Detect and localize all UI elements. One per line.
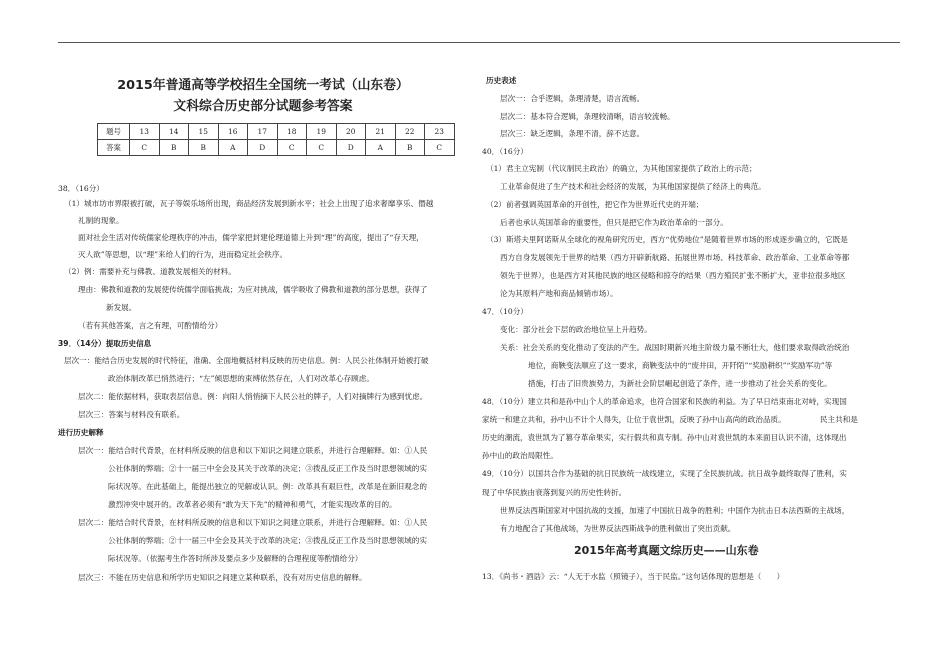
text-line: 礼制的现象。 [78, 216, 124, 225]
text-line: 层次二：能依据材料，获取表层信息。例：向阳人悄悄摘下人民公社的牌子，人们对摘牌行为感到忧虑。 [78, 392, 428, 401]
text-line: 层次三：不能在历史信息和所学历史知识之间建立某种联系，没有对历史信息的解释。 [78, 573, 367, 582]
text-line: 40．（16分） [482, 147, 528, 156]
question-number-cell: 13 [130, 124, 160, 140]
text-line: 13．《尚书・酒诰》云：“人无于水监（照镜子），当于民监。”这句话体现的思想是（ ） [482, 572, 785, 581]
text-line: 领先于世界），也是西方对其他民族的地区侵略和掠夺的结果（西方殖民扩张不断扩大，亚非拉很多地区 [500, 271, 846, 280]
answer-cell: C [277, 140, 307, 156]
section-title-shandong: 2015年高考真题文综历史——山东卷 [574, 544, 759, 557]
text-line: 激烈冲突中展开的。改革者必须有“敢为天下先”的精神和勇气，才能实现改革的目的。 [108, 500, 397, 509]
text-line: 地位，商鞅变法顺应了这一要求，商鞅变法中的“废井田，开阡陌”“奖励耕织”“奖励军功”等 [528, 361, 833, 370]
text-line: （3）斯塔夫里阿诺斯从全球化的视角研究历史，西方“优势地位”是随着世界市场的形成逐步确立的，它既是 [486, 235, 848, 244]
answer-cell: B [395, 140, 425, 156]
text-line: （1）君主立宪制（代议制民主政治）的确立，为其他国家提供了政治上的示范； [486, 164, 757, 173]
text-line: 沦为其原料产地和商品倾销市场）。 [500, 289, 618, 298]
text-line: 理由：佛教和道教的发展使传统儒学面临挑战；为应对挑战，儒学吸收了佛教和道教的部分思想，获得了 [78, 285, 428, 294]
text-line: 48．（10分）建立共和是孙中山个人的革命追求，也符合国家和民族的利益。为了早日结束南北对峙，实现国 [482, 397, 847, 406]
question-number-cell: 17 [248, 124, 278, 140]
text-line: 现了中华民族由衰落到复兴的历史性转折。 [482, 488, 627, 497]
answer-cell: B [189, 140, 219, 156]
answer-cell: C [130, 140, 160, 156]
text-line: 灭人欲”等思想，以“理”来给人们的行为，进而稳定社会秩序。 [78, 250, 288, 259]
question-number-cell: 21 [366, 124, 396, 140]
text-line: 工业革命促进了生产技术和社会经济的发展，为其他国家提供了经济上的典范。 [500, 182, 766, 191]
answer-cell: A [218, 140, 248, 156]
answer-cell: A [366, 140, 396, 156]
page-title-line1: 2015年普通高等学校招生全国统一考试（山东卷） [117, 78, 409, 93]
text-line: 新发展。 [106, 303, 137, 312]
text-line: 47．（10分） [482, 307, 528, 316]
text-line: 层次三：答案与材料没有联系。 [78, 410, 185, 419]
question-number-cell: 14 [159, 124, 189, 140]
answer-cell: B [159, 140, 189, 156]
text-line: 际状况等。在此基础上，能提出独立的见解或认识。例：改革具有艰巨性，改革是在新旧观念的 [108, 482, 427, 491]
text-line: 公社体制的弊端；②十一届三中全会及其关于改革的决定；③拨乱反正工作及当时思想领域的实 [108, 464, 427, 473]
page-title-line2: 文科综合历史部分试题参考答案 [173, 99, 353, 114]
text-line: （2）前者强调英国革命的开创性，把它作为世界近代史的开端； [486, 200, 704, 209]
question-number-cell: 18 [277, 124, 307, 140]
text-line: （1）城市坊市界限被打破，瓦子等娱乐场所出现，商品经济发展到新水平；社会上出现了追求奢靡享乐、僭越 [64, 199, 434, 208]
question-number-cell: 23 [425, 124, 455, 140]
text-line: 层次二：能结合时代背景，在材料所反映的信息和以下知识之间建立联系，并进行合理解释。如：①人民 [78, 518, 428, 527]
text-line: 历史表述 [486, 76, 517, 85]
text-line: 面对社会生活对传统儒家伦理秩序的冲击，儒学家把封建伦理道德上升到“理”的高度，提出了“存天理， [78, 233, 424, 242]
text-line: 进行历史解释 [58, 428, 104, 437]
text-line: 历史的潮流，袁世凯为了篡夺革命果实，实行假共和真专制。孙中山对袁世凯的本来面目认识不清，这体现出 [482, 433, 847, 442]
text-line: 层次三：缺乏逻辑，条理不清，辞不达意。 [500, 129, 645, 138]
answer-table-number-row [98, 124, 455, 140]
question-number-cell: 15 [189, 124, 219, 140]
text-line: 39．（14分）提取历史信息 [58, 339, 152, 348]
text-line: （若有其他答案，言之有理，可酌情给分） [78, 321, 223, 330]
text-line: 38．（16分） [58, 184, 104, 193]
answer-cell: C [307, 140, 337, 156]
answer-table-row1-label: 题号 [98, 124, 130, 140]
text-line: 层次一：能结合时代背景，在材料所反映的信息和以下知识之间建立联系，并进行合理解释。如：①人民 [78, 446, 428, 455]
text-line: 孙中山的政治局限性。 [482, 451, 558, 460]
question-number-cell: 19 [307, 124, 337, 140]
answer-table-answer-row [98, 140, 455, 156]
text-line: 变化：部分社会下层的政治地位呈上升趋势。 [500, 325, 652, 334]
text-line: 有力地配合了其他战场，为世界反法西斯战争的胜利做出了突出贡献。 [500, 524, 736, 533]
text-line: 西方自身发展领先于世界的结果（西方开辟新航路、拓展世界市场、科技革命、政治革命、工业革命等都 [500, 253, 850, 262]
answer-cell: C [425, 140, 455, 156]
question-number-cell: 16 [218, 124, 248, 140]
answer-cell: D [336, 140, 366, 156]
text-line: 层次一：合乎逻辑，条理清楚，语言流畅。 [500, 94, 645, 103]
text-line: 后者也承认英国革命的重要性，但只是把它作为政治革命的一部分。 [500, 218, 728, 227]
answer-cell: D [248, 140, 278, 156]
top-rule [58, 42, 900, 43]
text-line: 措施，打击了旧贵族势力，为新社会阶层崛起创造了条件，进一步推动了社会关系的变化。 [528, 379, 832, 388]
question-number-cell: 20 [336, 124, 366, 140]
text-line: 49．（10分）以国共合作为基础的抗日民族统一战线建立，实现了全民族抗战。抗日战争最终取得了胜利，实 [482, 469, 847, 478]
text-line: （2）例：需要补充与佛教、道教发展相关的材料。 [64, 267, 236, 276]
text-line: 层次二：基本符合逻辑，条理较清晰，语言较流畅。 [500, 112, 675, 121]
text-line: 家统一和建立共和，孙中山不计个人得失，让位于袁世凯，反映了孙中山高尚的政治品质。 民主共和是 [482, 415, 858, 424]
text-line: 关系：社会关系的变化推动了变法的产生。战国时期新兴地主阶级力量不断壮大，他们要求取得政治统治 [500, 343, 850, 352]
text-line: 际状况等。（依据考生作答时所涉及要点多少及解释的合理程度等酌情给分） [108, 554, 363, 563]
text-line: 公社体制的弊端；②十一届三中全会及其关于改革的决定；③拨乱反正工作及当时思想领域的实 [108, 536, 427, 545]
text-line: 政治体制改革已悄然进行；“左”倾思想的束缚依然存在，人们对改革心存顾虑。 [108, 374, 374, 383]
text-line: 层次一：能结合历史发展的时代特征，准确、全面地概括材料反映的历史信息。例：人民公社体制开始被打破 [64, 356, 429, 365]
question-number-cell: 22 [395, 124, 425, 140]
text-line: 世界反法西斯国家对中国抗战的支援，加速了中国抗日战争的胜利；中国作为抗击日本法西斯的主战场， [500, 506, 850, 515]
answer-table [97, 123, 455, 156]
answer-table-row2-label: 答案 [98, 140, 130, 156]
